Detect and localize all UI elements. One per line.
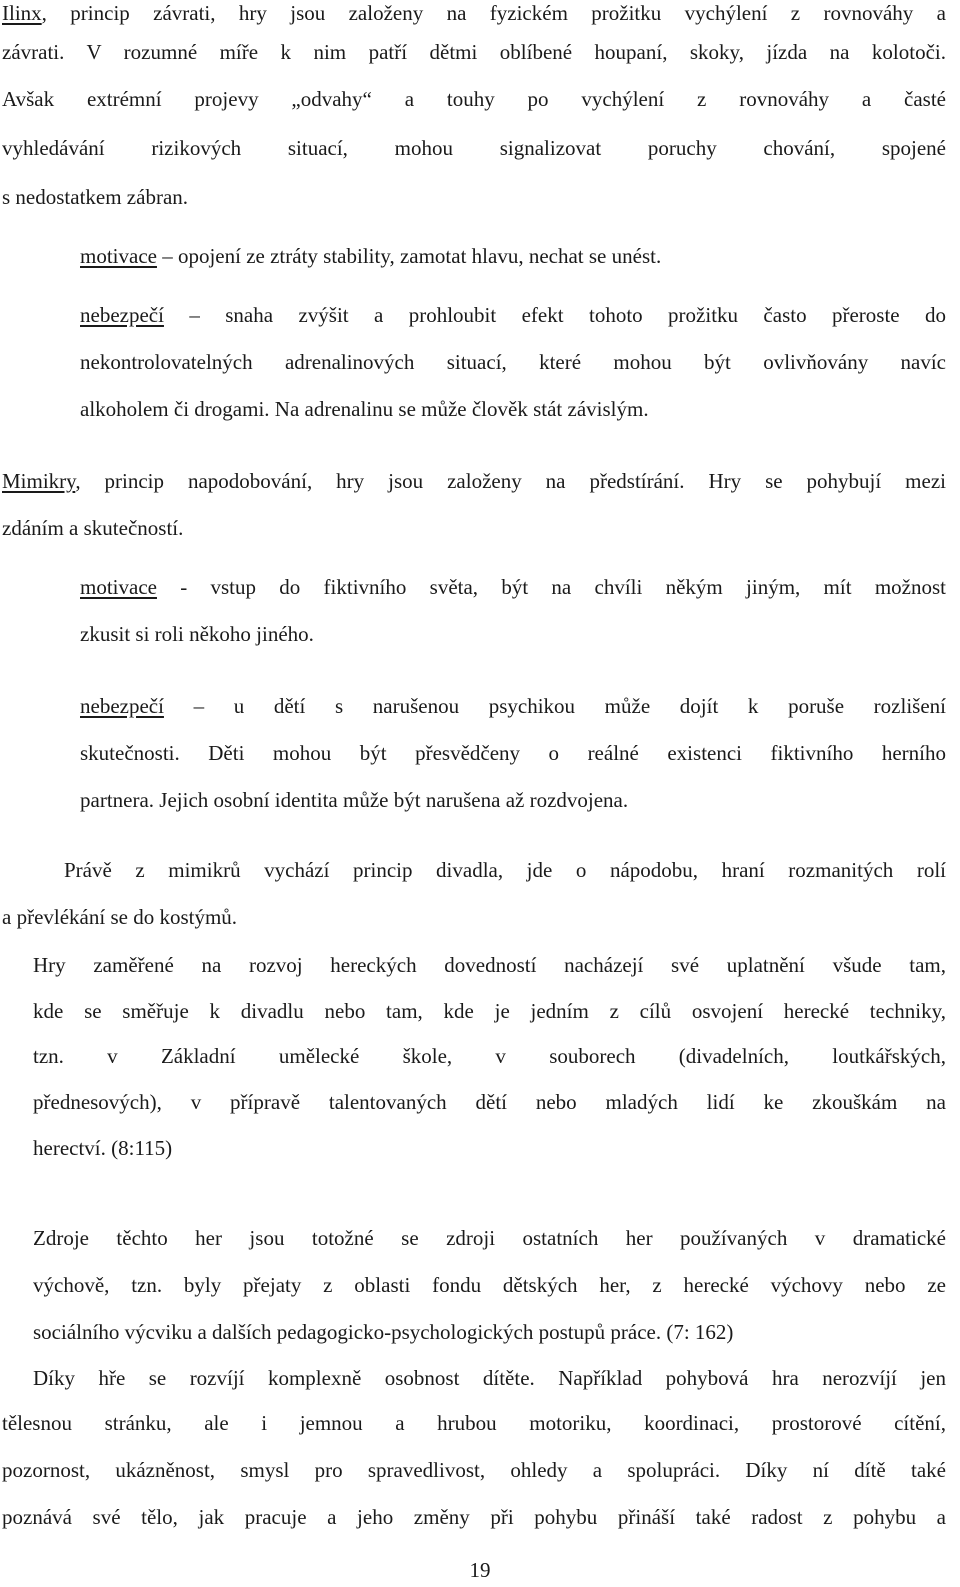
nebezpeci-label: nebezpečí: [80, 694, 164, 718]
ilinx-nebezpeci-line-2: nekontrolovatelných adrenalinových situací, které mohou být ovlivňovány navíc: [80, 350, 946, 374]
ilinx-line-5: s nedostatkem zábran.: [2, 185, 189, 209]
ilinx-nebezpeci-line-3: alkoholem či drogami. Na adrenalinu se může člověk stát závislým.: [80, 397, 649, 421]
motivace-label: motivace: [80, 575, 157, 599]
ilinx-line-2: závrati. V rozumné míře k nim patří dětmi oblíbené houpaní, skoky, jízda na kolotoči.: [2, 40, 946, 64]
zdroje-line-1: Zdroje těchto her jsou totožné se zdroji ostatních her používaných v dramatické: [33, 1226, 946, 1250]
mimikry-line-1: Mimikry, princip napodobování, hry jsou založeny na předstírání. Hry se pohybují mezi: [2, 469, 946, 493]
mimikry-term: Mimikry: [2, 469, 76, 493]
ilinx-nebezpeci-line-1: nebezpečí – snaha zvýšit a prohloubit efekt tohoto prožitku často přeroste do: [80, 303, 946, 327]
herecke-line-2: kde se směřuje k divadlu nebo tam, kde je jedním z cílů osvojení herecké techniky,: [33, 999, 946, 1023]
motivace-label: motivace: [80, 244, 157, 268]
mimikry-motivace-line-1: motivace - vstup do fiktivního světa, být na chvíli někým jiným, mít možnost: [80, 575, 946, 599]
herecke-line-4: přednesových), v přípravě talentovaných dětí nebo mladých lidí ke zkouškám na: [33, 1090, 946, 1114]
mimikry-motivace-line-2: zkusit si roli někoho jiného.: [80, 622, 314, 646]
diky-line-2: tělesnou stránku, ale i jemnou a hrubou motoriku, koordinaci, prostorové cítění,: [2, 1411, 946, 1435]
diky-line-4: poznává své tělo, jak pracuje a jeho změny při pohybu přináší také radost z pohybu a: [2, 1505, 946, 1529]
zdroje-line-3: sociálního výcviku a dalších pedagogicko-psychologických postupů práce. (7: 162): [33, 1320, 734, 1344]
herecke-line-5: herectví. (8:115): [33, 1136, 173, 1160]
diky-line-1: Díky hře se rozvíjí komplexně osobnost dítěte. Například pohybová hra nerozvíjí jen: [33, 1366, 946, 1390]
mimikry-line-2: zdáním a skutečností.: [2, 516, 184, 540]
mimikry-nebezpeci-line-1: nebezpečí – u dětí s narušenou psychikou může dojít k poruše rozlišení: [80, 694, 946, 718]
ilinx-line-1: Ilinx, princip závrati, hry jsou založeny na fyzickém prožitku vychýlení z rovnováhy a: [2, 1, 946, 25]
ilinx-line-4: vyhledávání rizikových situací, mohou signalizovat poruchy chování, spojené: [2, 136, 946, 160]
ilinx-line-3: Avšak extrémní projevy „odvahy“ a touhy po vychýlení z rovnováhy a časté: [2, 87, 946, 111]
zdroje-line-2: výchově, tzn. byly přejaty z oblasti fondu dětských her, z herecké výchovy nebo ze: [33, 1273, 946, 1297]
nebezpeci-label: nebezpečí: [80, 303, 164, 327]
diky-line-3: pozornost, ukázněnost, smysl pro spravedlivost, ohledy a spolupráci. Díky ní dítě také: [2, 1458, 946, 1482]
ilinx-term: Ilinx: [2, 1, 42, 25]
ilinx-motivace: motivace – opojení ze ztráty stability, zamotat hlavu, nechat se unést.: [80, 244, 662, 268]
page-number: 19: [469, 1558, 491, 1582]
herecke-line-1: Hry zaměřené na rozvoj hereckých dovedností nacházejí své uplatnění všude tam,: [33, 953, 946, 977]
herecke-line-3: tzn. v Základní umělecké škole, v souborech (divadelních, loutkářských,: [33, 1044, 946, 1068]
mimikry-nebezpeci-line-3: partnera. Jejich osobní identita může být narušena až rozdvojena.: [80, 788, 629, 812]
divadlo-line-1: Právě z mimikrů vychází princip divadla, jde o nápodobu, hraní rozmanitých rolí: [64, 858, 946, 882]
mimikry-nebezpeci-line-2: skutečnosti. Děti mohou být přesvědčeny o reálné existenci fiktivního herního: [80, 741, 946, 765]
divadlo-line-2: a převlékání se do kostýmů.: [2, 905, 238, 929]
